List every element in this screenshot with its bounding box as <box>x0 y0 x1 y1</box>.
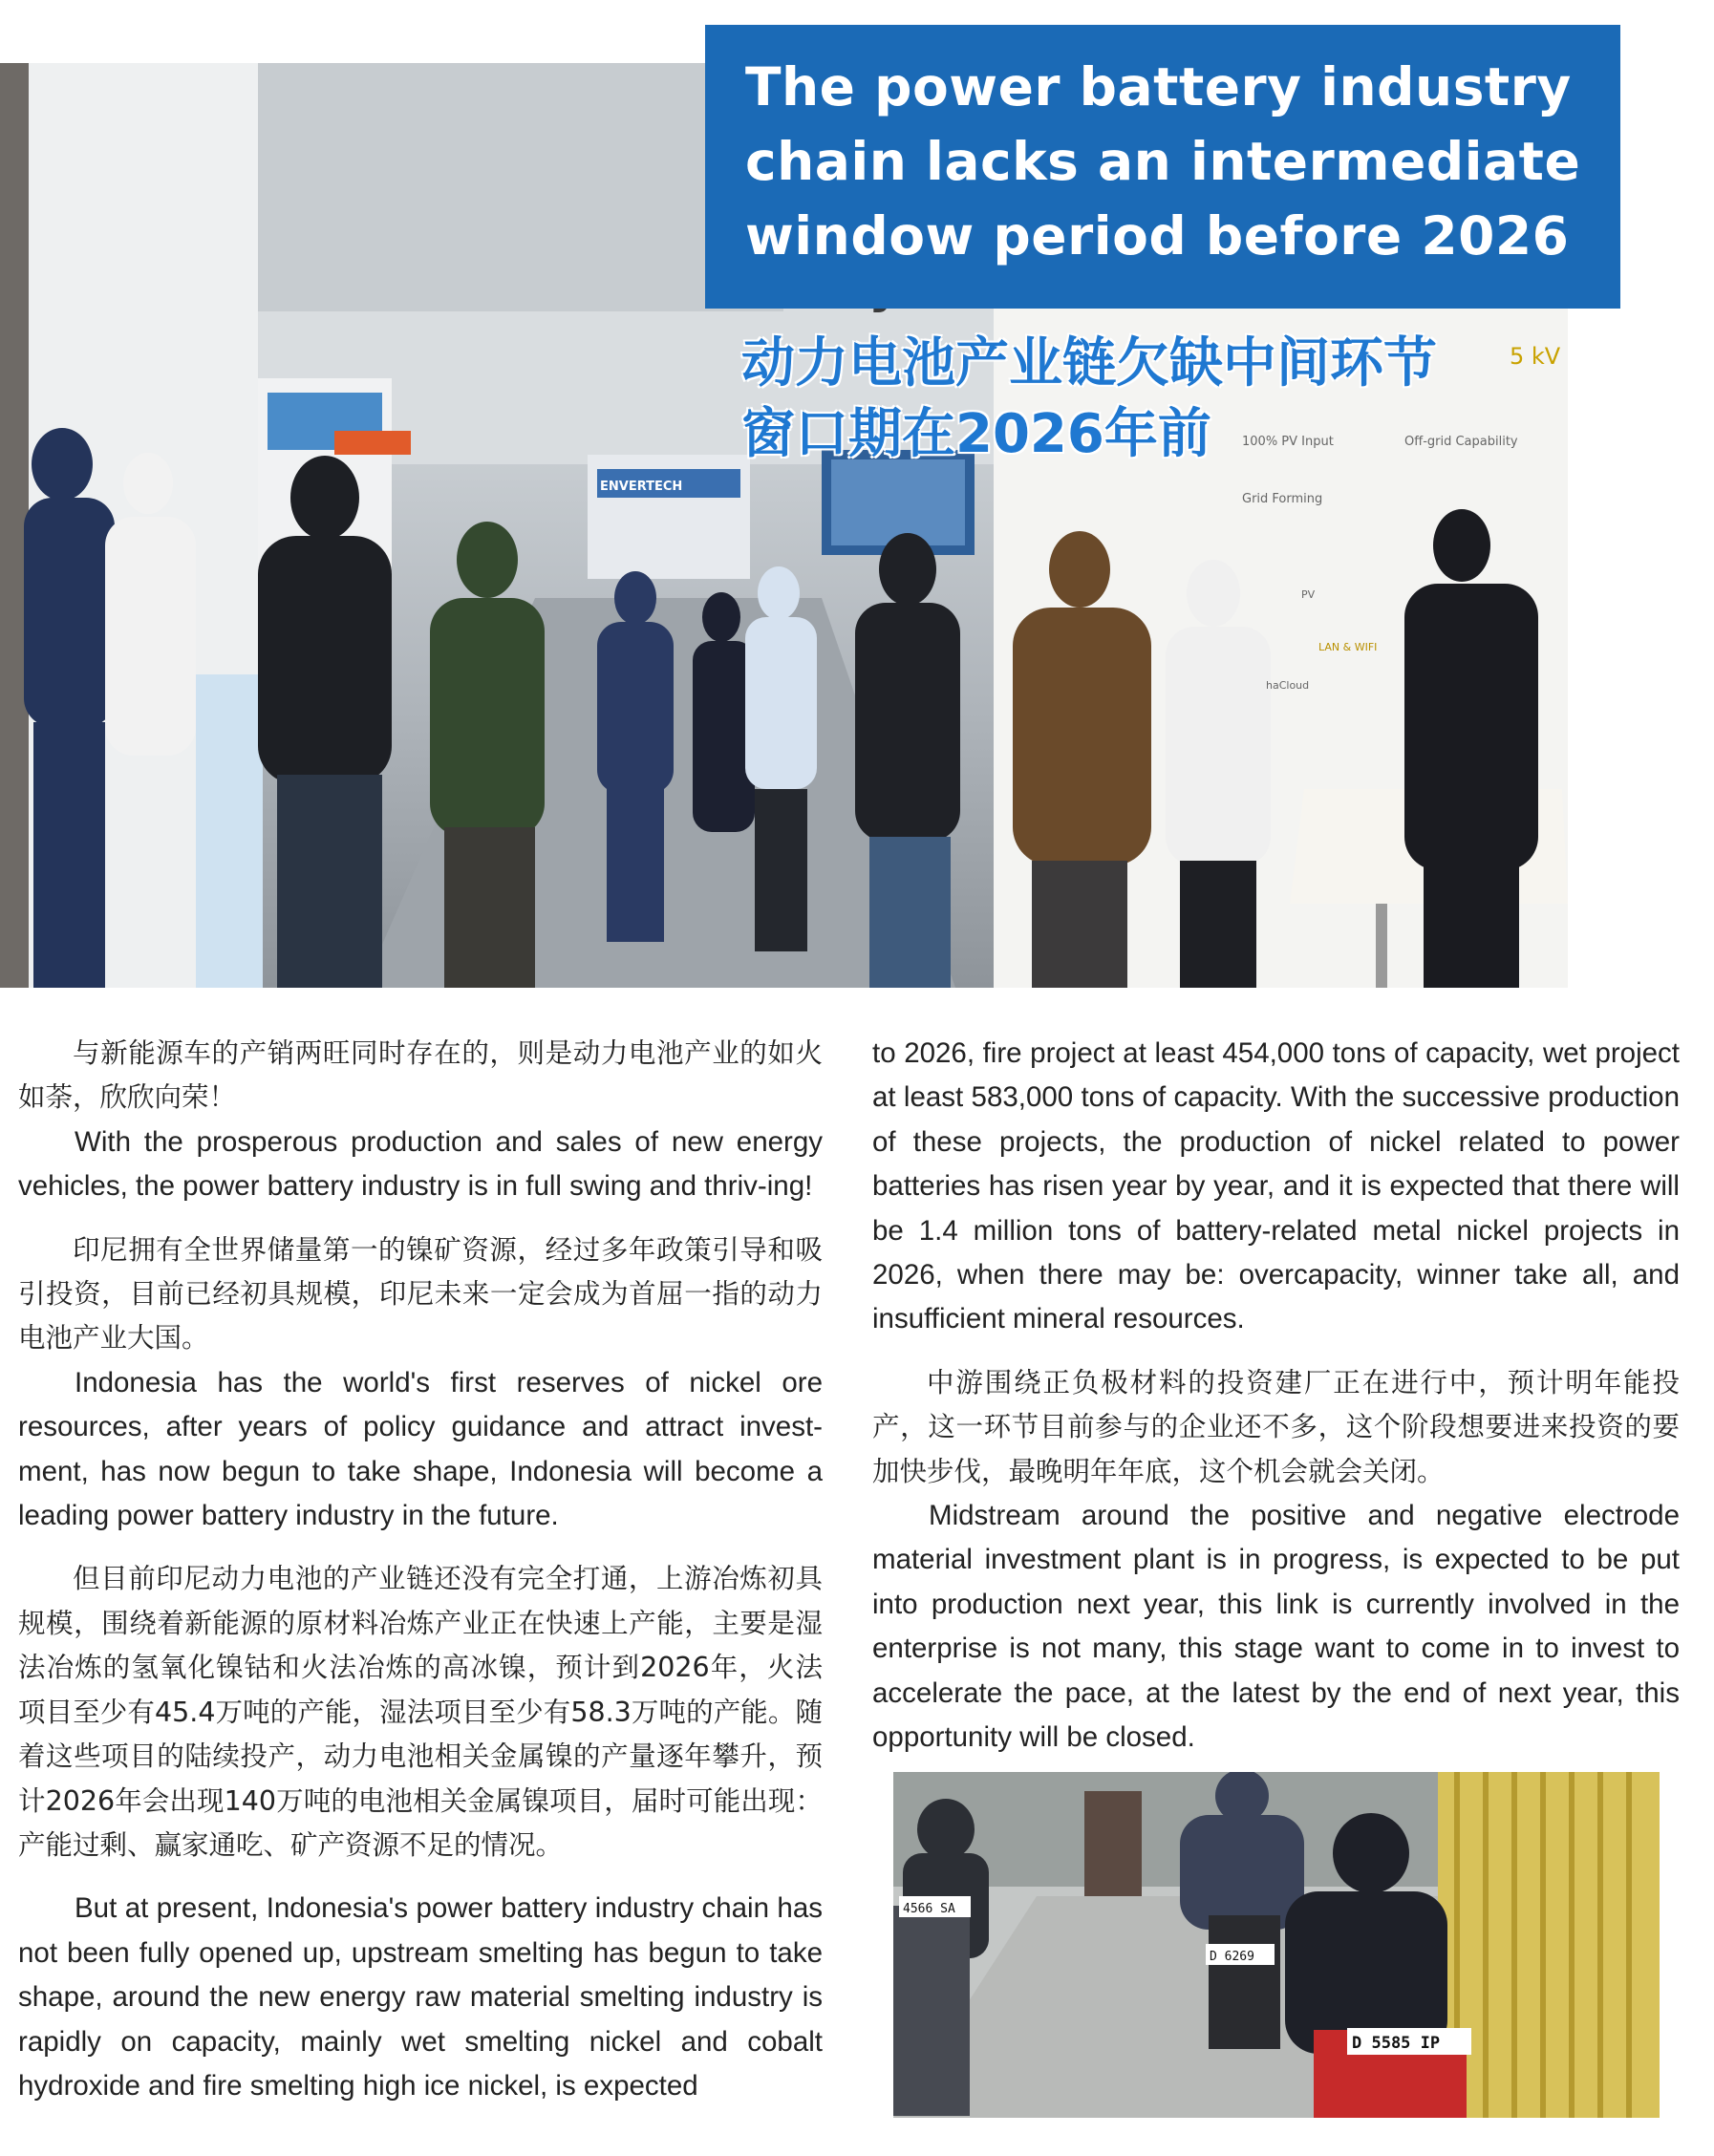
envertech-sign: ENVERTECH <box>600 480 683 494</box>
plate-1: 4566 SA <box>903 1902 955 1916</box>
paragraph-cn-1: 与新能源车的产销两旺同时存在的，则是动力电池产业的如火如荼，欣欣向荣！ <box>18 1037 823 1114</box>
pv-input-label: 100% PV Input <box>1242 435 1334 449</box>
paragraph-en-3: But at present, Indonesia's power battery industry chain has not been fully opened up, upstream smelting has begun to take shape, around the new energy raw material smelting industry is rapidly on capacity, mainly wet smelting nickel and cobalt hydroxide and fire smelting high ice nickel, is expected <box>18 1892 823 2102</box>
paragraph-cn-4: 中游围绕正负极材料的投资建厂正在进行中，预计明年能投产，这一环节目前参与的企业还不多，这个阶段想要进来投资的要加快步伐，最晚明年年底，这个机会就会关闭。 <box>872 1366 1680 1487</box>
chinese-title-line-1: 动力电池产业链欠缺中间环节 <box>741 332 1437 395</box>
english-title: The power battery industry chain lacks an intermediate window period before 2026 <box>745 56 1581 267</box>
paragraph-cn-2: 印尼拥有全世界储量第一的镍矿资源，经过多年政策引导和吸引投资，目前已经初具规模，印尼未来一定会成为首屈一指的动力电池产业大国。 <box>18 1233 823 1355</box>
motorcycle-scene-illustration <box>893 1772 1660 2118</box>
chinese-title <box>741 329 1601 470</box>
lan-label: LAN & WIFI <box>1318 641 1378 653</box>
left-text-column <box>18 1032 823 2108</box>
plate-2: D 6269 <box>1210 1950 1254 1964</box>
paragraph-cn-3: 但目前印尼动力电池的产业链还没有完全打通，上游冶炼初具规模，围绕着新能源的原材料冶炼产业正在快速上产能，主要是湿法冶炼的氢氧化镍钴和火法冶炼的高冰镍，预计到2026年，火法项目至少有45.4万吨的产能，湿法项目至少有58.3万吨的产能。随着这些项目的陆续投产，动力电池相关金属镍的产量逐年攀升，预计2026年会出现140万吨的电池相关金属镍项目，届时可能出现：产能过剩、赢家通吃、矿产资源不足的情况。 <box>18 1563 823 1861</box>
motorcycle-street-photo <box>893 1772 1660 2118</box>
paragraph-en-2: Indonesia has the world's first reserves of nickel ore resources, after years of policy guidance and attract invest-ment, has now begun to take shape, Indonesia will become a leading power battery industry in the future. <box>18 1366 823 1532</box>
right-text-column <box>872 1032 1680 1761</box>
pv-label: PV <box>1301 588 1316 601</box>
english-title-box <box>705 25 1620 309</box>
paragraph-en-1: With the prosperous production and sales of new energy vehicles, the power battery industry is in full swing and thriv-ing! <box>18 1125 823 1203</box>
grid-forming-label: Grid Forming <box>1242 492 1323 506</box>
plate-3: D 5585 IP <box>1352 2034 1441 2053</box>
kw-sign: 5 kV <box>1510 343 1561 370</box>
chinese-title-line-2: 窗口期在2026年前 <box>741 403 1211 465</box>
off-grid-label: Off-grid Capability <box>1404 435 1518 449</box>
paragraph-en-3-continued: to 2026, fire project at least 454,000 tons of capacity, wet project at least 583,000 tons of capacity. With the successive production of these projects, the production of nickel related to power batteries has risen year by year, and it is expected that there will be 1.4 million tons of battery-related metal nickel projects in 2026, when there may be: overcapacity, winner take all, and insufficient mineral resources. <box>872 1037 1680 1335</box>
cloud-label: haCloud <box>1266 679 1310 692</box>
paragraph-en-4: Midstream around the positive and negative electrode material investment plant is in progress, is expected to be put into production next year, this link is currently involved in the enterprise is not many, this stage want to come in to invest to accelerate the pace, at the latest by the end of next year, this opportunity will be closed. <box>872 1500 1680 1754</box>
